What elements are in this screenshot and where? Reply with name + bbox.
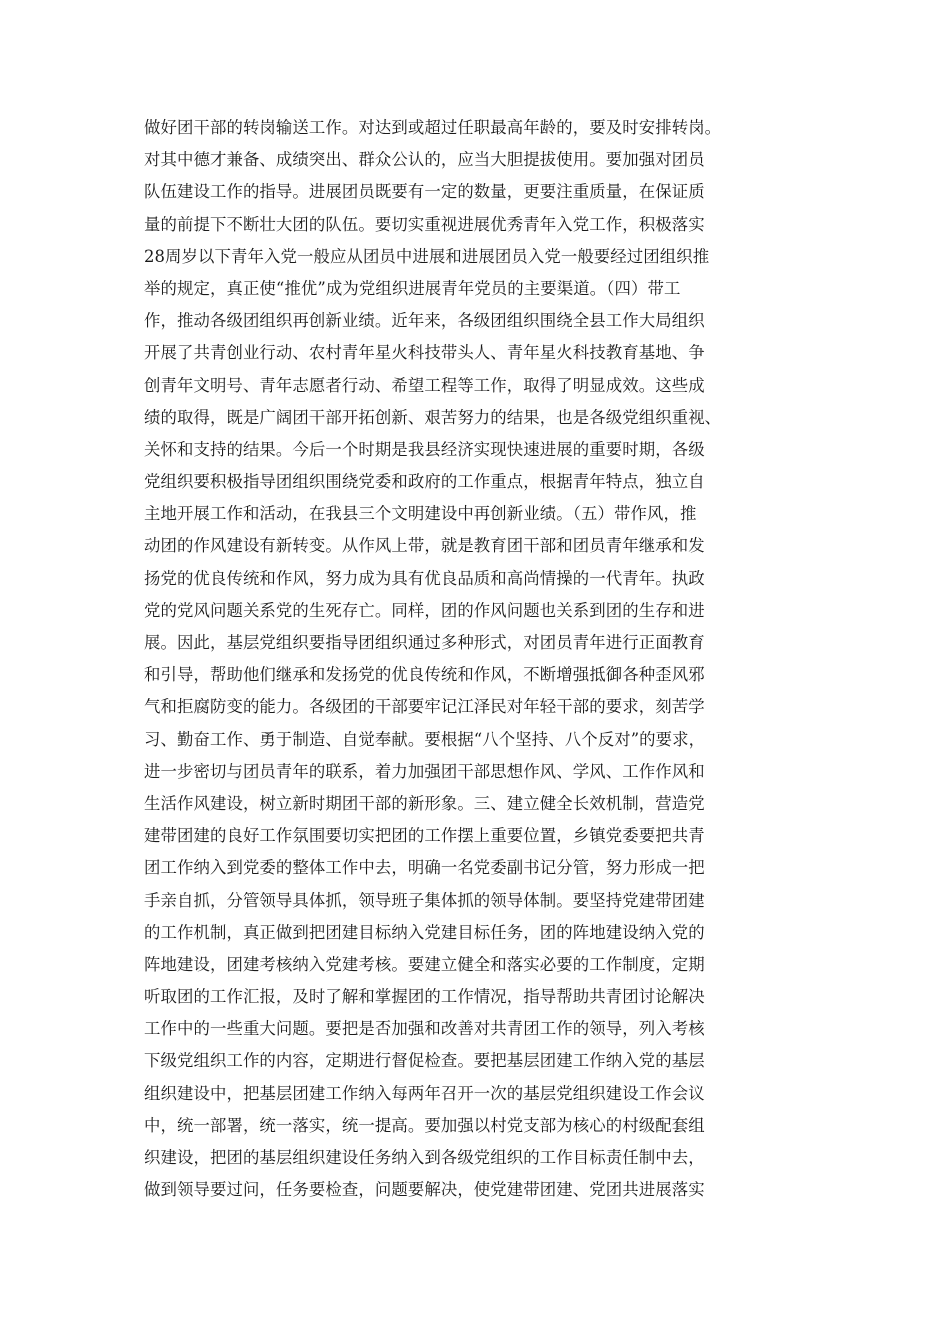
text-line: 动团的作风建设有新转变。从作风上带，就是教育团干部和团员青年继承和发 bbox=[144, 536, 705, 556]
text-line: 工作中的一些重大问题。要把是否加强和改善对共青团工作的领导，列入考核 bbox=[144, 1019, 705, 1039]
text-line: 作，推动各级团组织再创新业绩。近年来，各级团组织围绕全县工作大局组织 bbox=[144, 311, 705, 331]
text-line: 中，统一部署，统一落实，统一提高。要加强以村党支部为核心的村级配套组 bbox=[144, 1115, 705, 1135]
text-line: 下级党组织工作的内容，定期进行督促检查。要把基层团建工作纳入党的基层 bbox=[144, 1051, 705, 1071]
text-line: 做好团干部的转岗输送工作。对达到或超过任职最高年龄的，要及时安排转岗。 bbox=[144, 118, 722, 137]
text-line: 28周岁以下青年入党一般应从团员中进展和进展团员入党一般要经过团组织推 bbox=[144, 246, 710, 266]
text-line: 创青年文明号、青年志愿者行动、希望工程等工作，取得了明显成效。这些成 bbox=[144, 375, 705, 395]
text-line: 队伍建设工作的指导。进展团员既要有一定的数量，更要注重质量，在保证质 bbox=[144, 182, 705, 202]
text-line: 和引导，帮助他们继承和发扬党的优良传统和作风，不断增强抵御各种歪风邪 bbox=[144, 665, 705, 685]
text-line: 习、勤奋工作、勇于制造、自觉奉献。要根据“八个坚持、八个反对”的要求， bbox=[144, 729, 706, 749]
text-line: 织建设，把团的基层组织建设任务纳入到各级党组织的工作目标责任制中去， bbox=[144, 1148, 705, 1167]
text-line: 量的前提下不断壮大团的队伍。要切实重视进展优秀青年入党工作，积极落实 bbox=[144, 214, 705, 234]
text-line: 做到领导要过问，任务要检查，问题要解决，使党建带团建、党团共进展落实 bbox=[144, 1180, 705, 1200]
text-line: 进一步密切与团员青年的联系，着力加强团干部思想作风、学风、工作作风和 bbox=[144, 761, 705, 781]
text-line: 团工作纳入到党委的整体工作中去，明确一名党委副书记分管，努力形成一把 bbox=[144, 858, 705, 878]
text-line: 听取团的工作汇报，及时了解和掌握团的工作情况，指导帮助共青团讨论解决 bbox=[144, 987, 705, 1007]
text-line: 展。因此，基层党组织要指导团组织通过多种形式，对团员青年进行正面教育 bbox=[144, 633, 705, 652]
text-line: 绩的取得，既是广阔团干部开拓创新、艰苦努力的结果，也是各级党组织重视、 bbox=[144, 407, 722, 427]
text-line: 手亲自抓，分管领导具体抓，领导班子集体抓的领导体制。要坚持党建带团建 bbox=[144, 890, 705, 910]
text-line: 对其中德才兼备、成绩突出、群众公认的，应当大胆提拔使用。要加强对团员 bbox=[144, 150, 705, 170]
text-line: 关怀和支持的结果。今后一个时期是我县经济实现快速进展的重要时期，各级 bbox=[144, 439, 705, 459]
text-line: 扬党的优良传统和作风，努力成为具有优良品质和高尚情操的一代青年。执政 bbox=[144, 568, 705, 588]
text-line: 党组织要积极指导团组织围绕党委和政府的工作重点，根据青年特点，独立自 bbox=[144, 472, 705, 492]
text-line: 阵地建设，团建考核纳入党建考核。要建立健全和落实必要的工作制度，定期 bbox=[144, 954, 705, 974]
text-line: 的工作机制，真正做到把团建目标纳入党建目标任务，团的阵地建设纳入党的 bbox=[144, 922, 705, 942]
text-line: 建带团建的良好工作氛围要切实把团的工作摆上重要位置，乡镇党委要把共青 bbox=[144, 826, 705, 846]
text-line: 举的规定，真正使“推优”成为党组织进展青年党员的主要渠道。（四）带工 bbox=[144, 278, 681, 298]
text-line: 生活作风建设，树立新时期团干部的新形象。三、建立健全长效机制，营造党 bbox=[144, 793, 705, 813]
body-text bbox=[144, 112, 824, 1206]
text-line: 组织建设中，把基层团建工作纳入每两年召开一次的基层党组织建设工作会议 bbox=[144, 1083, 705, 1103]
text-line: 党的党风问题关系党的生死存亡。同样，团的作风问题也关系到团的生存和进 bbox=[144, 600, 705, 620]
text-line: 气和拒腐防变的能力。各级团的干部要牢记江泽民对年轻干部的要求，刻苦学 bbox=[144, 697, 705, 717]
text-line: 开展了共青创业行动、农村青年星火科技带头人、青年星火科技教育基地、争 bbox=[144, 343, 705, 363]
text-line: 主地开展工作和活动，在我县三个文明建设中再创新业绩。（五）带作风，推 bbox=[144, 504, 697, 524]
